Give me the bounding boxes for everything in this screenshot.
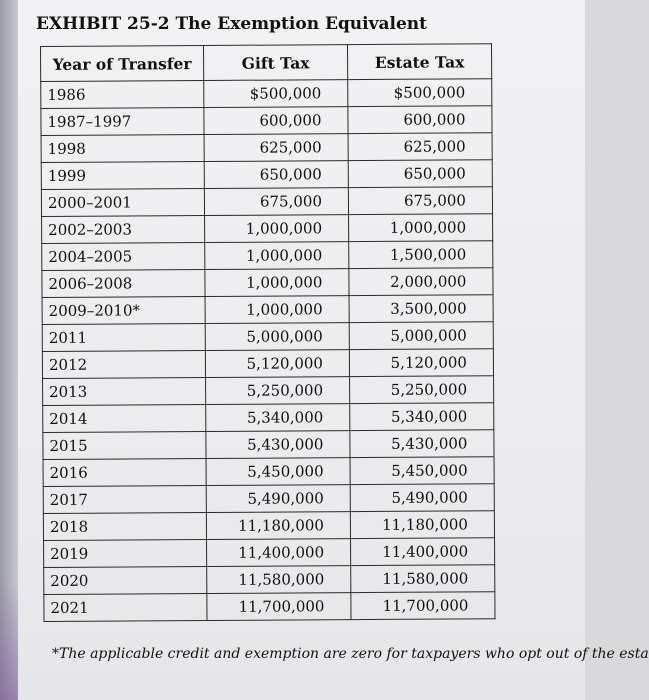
cell-year: 2016 <box>43 458 206 486</box>
exhibit-title: EXHIBIT 25-2 The Exemption Equivalent <box>36 14 428 34</box>
table-row <box>42 349 493 379</box>
cell-gift-tax: 11,180,000 <box>206 512 350 540</box>
cell-gift-tax: 600,000 <box>204 107 348 135</box>
cell-year: 1999 <box>41 161 204 189</box>
cell-estate-tax: 3,500,000 <box>349 295 493 323</box>
cell-estate-tax: $500,000 <box>348 79 492 107</box>
cell-gift-tax: 1,000,000 <box>205 269 349 297</box>
cell-gift-tax: 5,120,000 <box>205 350 349 378</box>
page-edge-shadow <box>0 0 18 700</box>
table-row <box>42 241 493 271</box>
cell-year: 2015 <box>43 431 206 459</box>
cell-estate-tax: 11,580,000 <box>351 565 495 593</box>
cell-estate-tax: 11,400,000 <box>351 538 495 566</box>
table-row <box>44 538 495 568</box>
table-row <box>41 187 492 217</box>
table-row <box>43 403 494 433</box>
cell-estate-tax: 5,490,000 <box>350 484 494 512</box>
cell-estate-tax: 5,120,000 <box>349 349 493 377</box>
cell-year: 2021 <box>44 593 207 621</box>
cell-year: 2011 <box>42 323 205 351</box>
cell-gift-tax: 1,000,000 <box>205 296 349 324</box>
table-row <box>41 79 492 109</box>
cell-year: 2017 <box>43 485 206 513</box>
cell-estate-tax: 5,250,000 <box>350 376 494 404</box>
cell-estate-tax: 2,000,000 <box>349 268 493 296</box>
table-row <box>43 430 494 460</box>
header-gift-tax: Gift Tax <box>204 45 348 81</box>
cell-estate-tax: 1,500,000 <box>349 241 493 269</box>
cell-gift-tax: $500,000 <box>204 80 348 108</box>
cell-gift-tax: 5,490,000 <box>206 485 350 513</box>
cell-year: 2004–2005 <box>42 242 205 270</box>
cell-gift-tax: 650,000 <box>204 161 348 189</box>
cell-gift-tax: 1,000,000 <box>205 242 349 270</box>
cell-gift-tax: 5,450,000 <box>206 458 350 486</box>
cell-year: 2002–2003 <box>42 215 205 243</box>
table-row <box>42 268 493 298</box>
cell-gift-tax: 5,250,000 <box>206 377 350 405</box>
header-year: Year of Transfer <box>41 46 204 82</box>
table-row <box>41 106 492 136</box>
table-row <box>42 295 493 325</box>
table-row <box>43 511 494 541</box>
cell-gift-tax: 5,430,000 <box>206 431 350 459</box>
footnote: *The applicable credit and exemption are zero for taxpayers who opt out of the esta <box>52 646 649 662</box>
cell-estate-tax: 5,430,000 <box>350 430 494 458</box>
cell-year: 1986 <box>41 81 204 109</box>
cell-gift-tax: 675,000 <box>204 188 348 216</box>
cell-gift-tax: 5,000,000 <box>205 323 349 351</box>
table-row <box>44 565 495 595</box>
table-row <box>43 457 494 487</box>
table-row <box>42 322 493 352</box>
cell-year: 2019 <box>44 539 207 567</box>
table-row <box>41 133 492 163</box>
cell-gift-tax: 625,000 <box>204 134 348 162</box>
cell-estate-tax: 11,700,000 <box>351 592 495 620</box>
table-row <box>41 160 492 190</box>
cell-gift-tax: 5,340,000 <box>206 404 350 432</box>
cell-year: 2020 <box>44 566 207 594</box>
cell-year: 1987–1997 <box>41 108 204 136</box>
cell-year: 2009–2010* <box>42 296 205 324</box>
cell-estate-tax: 675,000 <box>348 187 492 215</box>
cell-estate-tax: 600,000 <box>348 106 492 134</box>
cell-estate-tax: 5,340,000 <box>350 403 494 431</box>
table-row <box>42 214 493 244</box>
cell-year: 1998 <box>41 134 204 162</box>
table-row <box>43 484 494 514</box>
cell-gift-tax: 11,400,000 <box>207 539 351 567</box>
cell-year: 2006–2008 <box>42 269 205 297</box>
header-estate-tax: Estate Tax <box>347 44 491 80</box>
cell-estate-tax: 625,000 <box>348 133 492 161</box>
table-row <box>44 592 495 622</box>
cell-gift-tax: 11,700,000 <box>207 593 351 621</box>
cell-gift-tax: 11,580,000 <box>207 566 351 594</box>
cell-estate-tax: 5,450,000 <box>350 457 494 485</box>
table-row <box>43 376 494 406</box>
cell-year: 2000–2001 <box>41 188 204 216</box>
cell-year: 2013 <box>43 377 206 405</box>
cell-estate-tax: 1,000,000 <box>349 214 493 242</box>
cell-estate-tax: 5,000,000 <box>349 322 493 350</box>
cell-year: 2014 <box>43 404 206 432</box>
table-body <box>41 79 495 622</box>
cell-gift-tax: 1,000,000 <box>205 215 349 243</box>
cell-year: 2012 <box>42 350 205 378</box>
cell-year: 2018 <box>43 512 206 540</box>
exemption-table <box>40 43 496 622</box>
cell-estate-tax: 11,180,000 <box>350 511 494 539</box>
cell-estate-tax: 650,000 <box>348 160 492 188</box>
table-header-row <box>41 44 492 82</box>
